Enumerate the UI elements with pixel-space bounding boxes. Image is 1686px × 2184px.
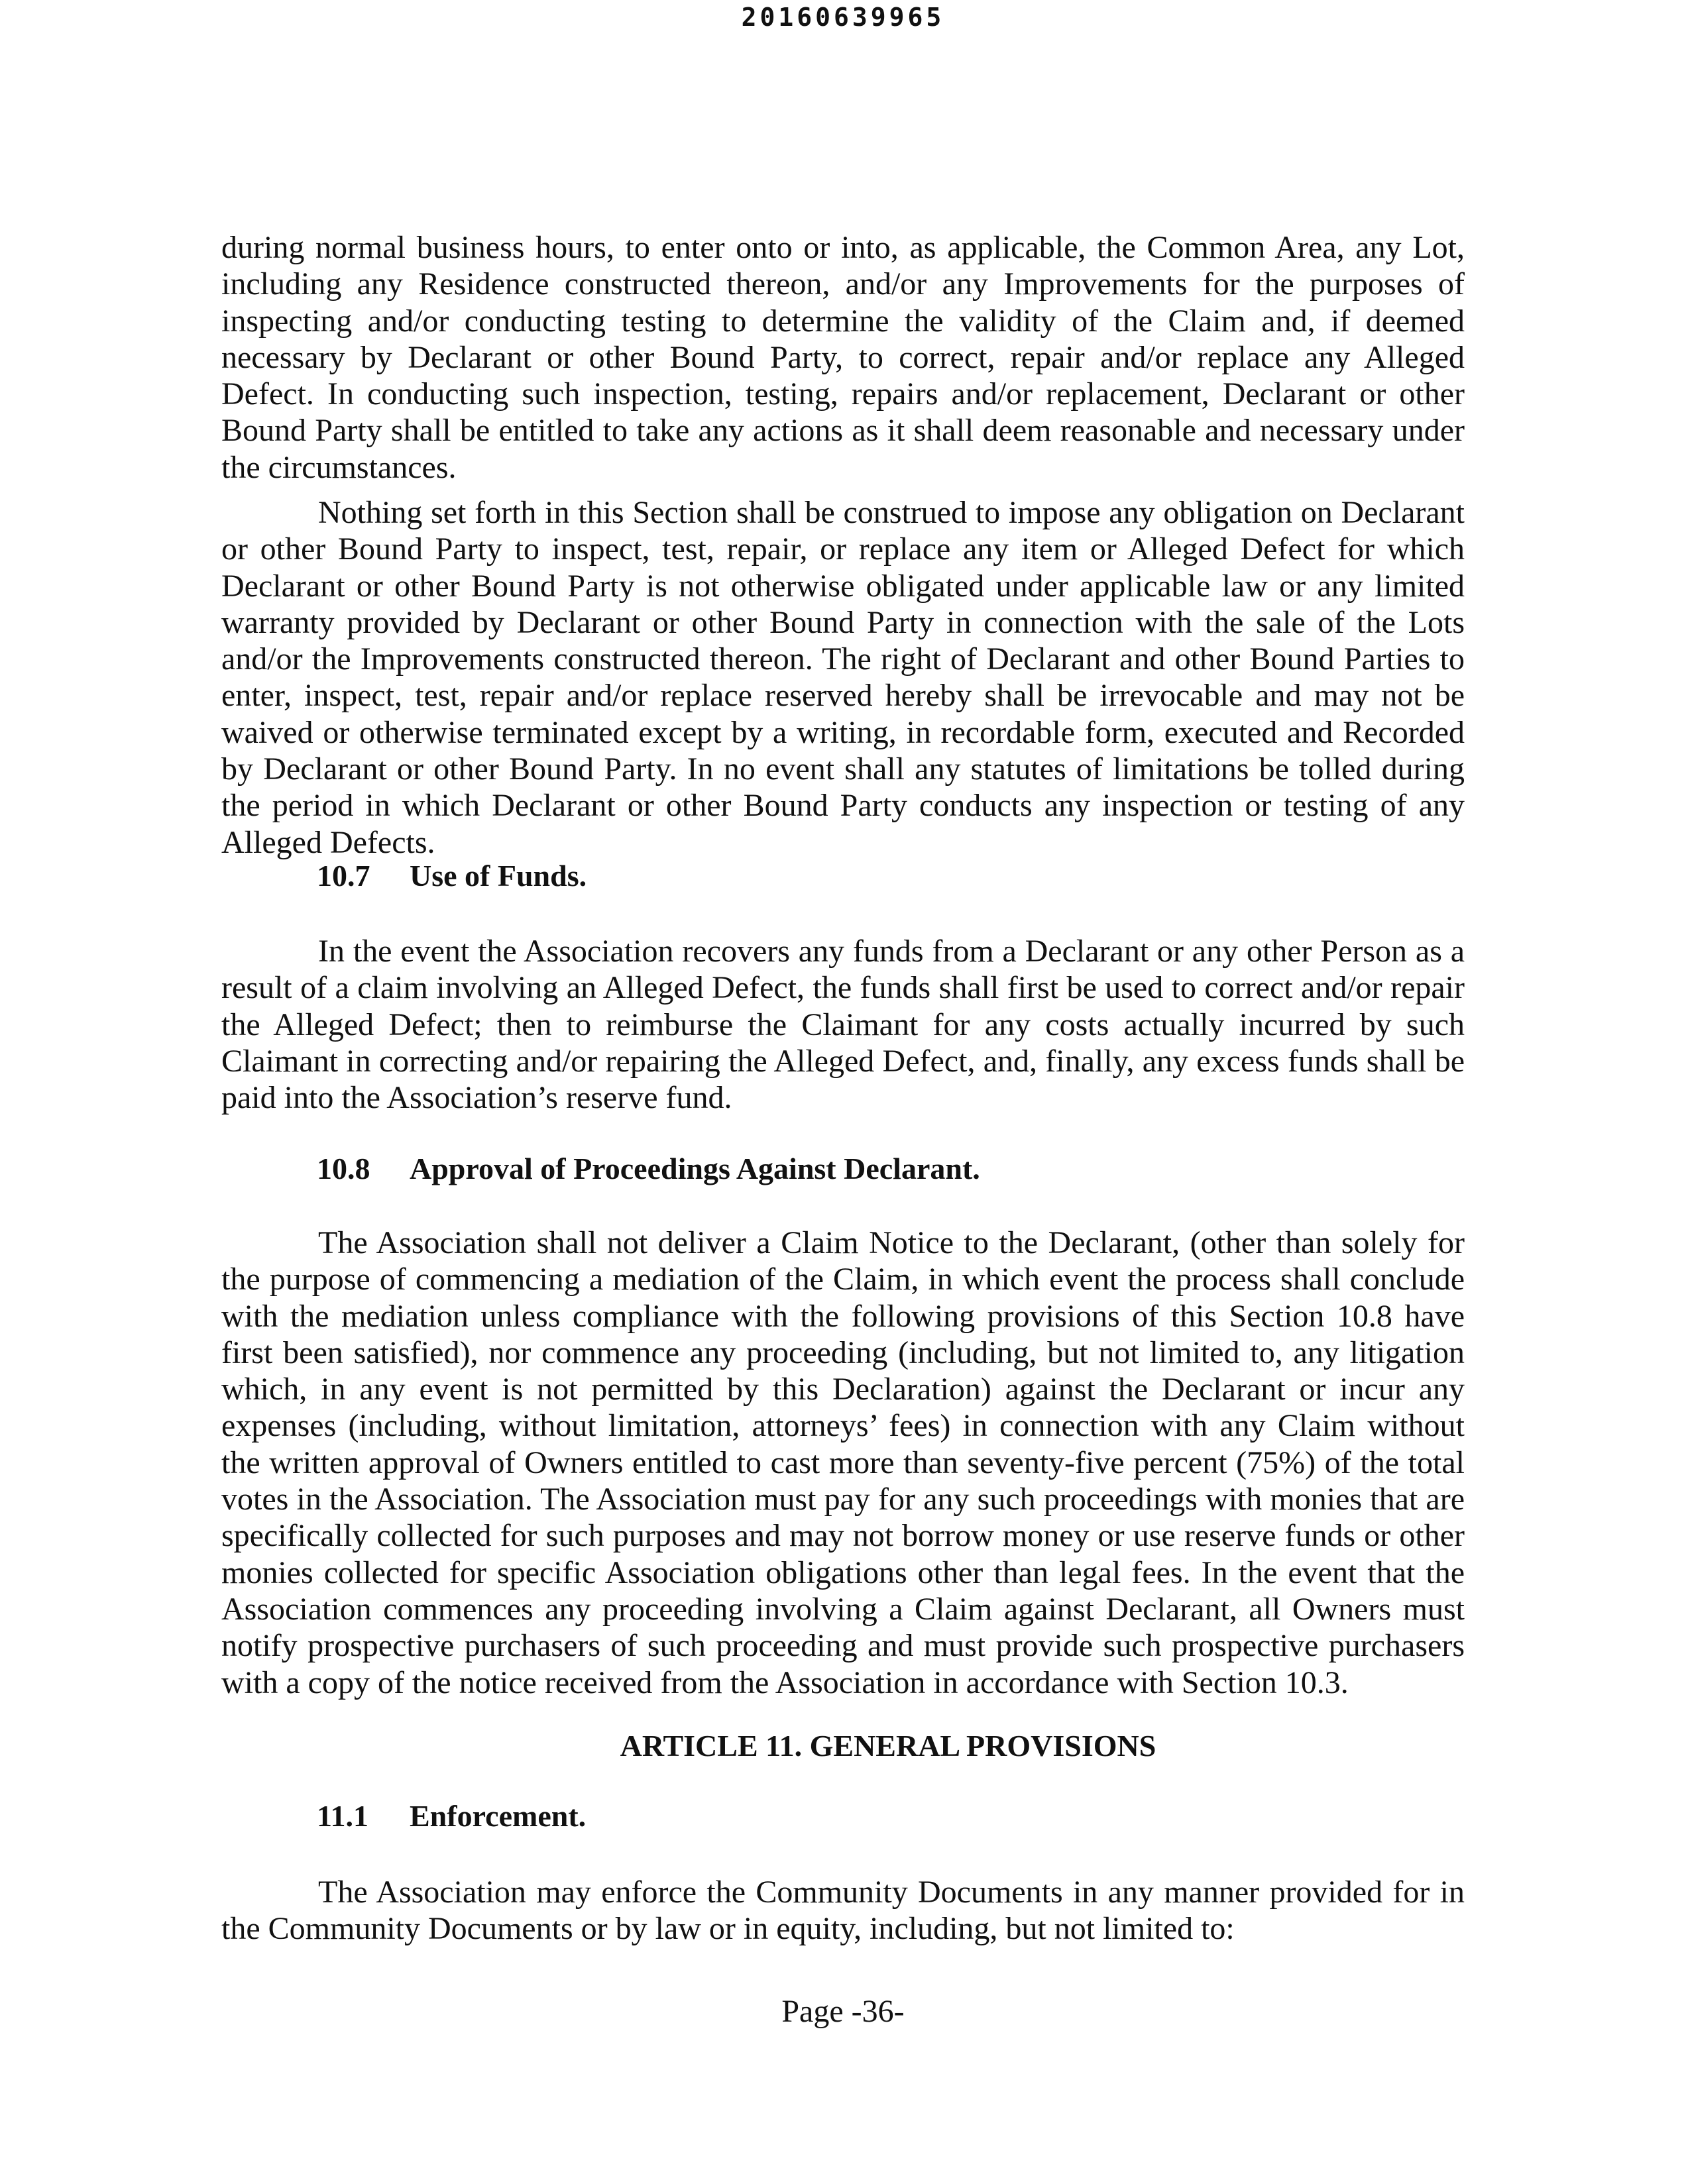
paragraph-inspection-rights: during normal business hours, to enter onto or into, as applicable, the Common Area, any Lot, including any Residence constructed thereon, and/or any Improvements for the purposes of inspecting and/or conducting testing to determine the validity of the Claim and, if deemed necessary by Declarant or other Bound Party, to correct, repair and/or replace any Alleged Defect. In conducting such inspection, testing, repairs and/or replacement, Declarant or other Bound Party shall be entitled to take any actions as it shall deem reasonable and necessary under the circumstances. — [221, 230, 1465, 485]
section-number: 10.7 — [317, 859, 370, 893]
section-number: 11.1 — [317, 1799, 368, 1833]
page-number: Page -36- — [781, 1994, 905, 2029]
section-title: Enforcement. — [410, 1799, 587, 1833]
document-number: 20160639965 — [741, 3, 945, 32]
paragraph-use-of-funds: In the event the Association recovers any funds from a Declarant or any other Person as a result of a claim involving an Alleged Defect, the funds shall first be used to correct and/or repair the Alleged Defect; then to reimburse the Claimant for any costs actually incurred by such Claimant in correcting and/or repairing the Alleged Defect, and, finally, any excess funds shall be paid into the Association’s reserve fund. — [221, 934, 1465, 1116]
section-heading-10-8 — [317, 1151, 980, 1186]
section-heading-11-1 — [317, 1798, 586, 1833]
paragraph-enforcement: The Association may enforce the Community Documents in any manner provided for in the Community Documents or by law or in equity, including, but not limited to: — [221, 1875, 1465, 1947]
paragraph-approval-of-proceedings: The Association shall not deliver a Claim Notice to the Declarant, (other than solely for the purpose of commencing a mediation of the Claim, in which event the process shall conclude with the mediation unless compliance with the following provisions of this Section 10.8 have first been satisfied), nor commence any proceeding (including, but not limited to, any litigation which, in any event is not permitted by this Declaration) against the Declarant or incur any expenses (including, without limitation, attorneys’ fees) in connection with any Claim without the written approval of Owners entitled to cast more than seventy-five percent (75%) of the total votes in the Association. The Association must pay for any such proceedings with monies that are specifically collected for such purposes and may not borrow money or use reserve funds or other monies collected for specific Association obligations other than legal fees. In the event that the Association commences any proceeding involving a Claim against Declarant, all Owners must notify prospective purchasers of such proceeding and must provide such prospective purchasers with a copy of the notice received from the Association in accordance with Section 10.3. — [221, 1225, 1465, 1700]
section-number: 10.8 — [317, 1152, 370, 1185]
section-title: Use of Funds. — [410, 859, 587, 893]
section-title: Approval of Proceedings Against Declarant. — [410, 1152, 980, 1185]
article-heading: ARTICLE 11. GENERAL PROVISIONS — [620, 1729, 1156, 1763]
section-heading-10-7 — [317, 858, 587, 893]
paragraph-no-obligation: Nothing set forth in this Section shall be construed to impose any obligation on Declarant or other Bound Party to inspect, test, repair, or replace any item or Alleged Defect for which Declarant or other Bound Party is not otherwise obligated under applicable law or any limited warranty provided by Declarant or other Bound Party in connection with the sale of the Lots and/or the Improvements constructed thereon. The right of Declarant and other Bound Parties to enter, inspect, test, repair and/or replace reserved hereby shall be irrevocable and may not be waived or otherwise terminated except by a writing, in recordable form, executed and Recorded by Declarant or other Bound Party. In no event shall any statutes of limitations be tolled during the period in which Declarant or other Bound Party conducts any inspection or testing of any Alleged Defects. — [221, 495, 1465, 860]
